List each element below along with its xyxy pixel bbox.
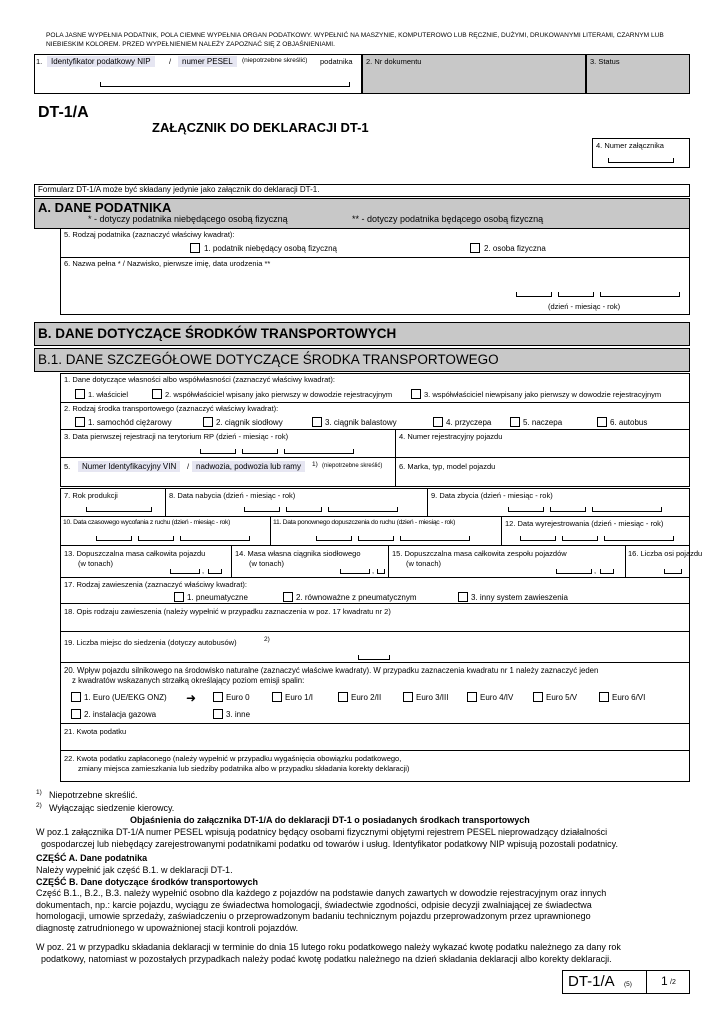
d-day [520, 536, 556, 541]
b-field-21-label: 21. Kwota podatku [64, 727, 127, 736]
field-1-label: 1. [36, 57, 43, 66]
b-field-20-label-a: 20. Wpływ pojazdu silnikowego na środowisko naturalne (zaznaczyć właściwe kwadraty). W przypadku zaznaczenia kwadratu nr 1 należy zaznaczyć jeden [64, 666, 599, 675]
taxpayer-type-checkbox-1[interactable] [190, 243, 200, 253]
explanation-position-21: W poz. 21 w przypadku składania deklaracji w terminie do dnia 15 lutego roku podatkowego należy wykazać kwotę podatku należnego za dany rok podatkowy, natomiast w pozostałych przypadkach należy podać kwotę podatku należnego na dzień składania deklaracji albo korekty deklaracji. [36, 942, 621, 964]
explanation-position-1: W poz.1 załącznika DT-1/A numer PESEL wpisują podatnicy będący osobami fizycznymi objętymi rejestrem PESEL nieprowadzący działalności gospodarczej lub niebędący zarejestrowanymi podatnikami podatku od towarów i usług. Identyfikator podatkowy NIP wpisują pozostali podatnicy. [36, 827, 619, 849]
vehicle-type-label-2: 2. ciągnik siodłowy [216, 418, 283, 427]
r-month [358, 536, 394, 541]
first-reg-year [284, 449, 354, 454]
w-year [180, 536, 250, 541]
b-field-16-label: 16. Liczba osi pojazdu [628, 549, 703, 558]
mass14-int [340, 569, 370, 574]
b-field-13-label: 13. Dopuszczalna masa całkowita pojazdu [64, 549, 206, 558]
part-a-text: Należy wypełnić jak część B.1. w deklaracji DT-1. [36, 865, 233, 875]
vehicle-type-label-1: 1. samochód ciężarowy [88, 418, 172, 427]
emission-checkbox-1[interactable] [71, 692, 81, 702]
nip-pesel-slash: / [169, 57, 172, 66]
euro-5-checkbox[interactable] [533, 692, 543, 702]
footnote-1: Niepotrzebne skreślić. [49, 790, 138, 800]
w-month [138, 536, 174, 541]
disp-month [550, 507, 586, 512]
birth-year [600, 292, 680, 297]
star-note-2: ** - dotyczy podatnika będącego osobą fizyczną [352, 214, 544, 224]
field-5-label: 5. Rodzaj podatnika (zaznaczyć właściwy kwadrat): [64, 230, 235, 239]
euro-0-checkbox[interactable] [213, 692, 223, 702]
suspension-checkbox-1[interactable] [174, 592, 184, 602]
footer-page-number: 1 [661, 974, 668, 988]
section-b1-title: B.1. DANE SZCZEGÓŁOWE DOTYCZĄCE ŚRODKA TRANSPORTOWEGO [38, 352, 499, 367]
euro-4-checkbox[interactable] [467, 692, 477, 702]
star-note-1: * - dotyczy podatnika niebędącego osobą fizyczną [88, 214, 288, 224]
footer-divider [646, 970, 647, 994]
vehicle-type-label-3: 3. ciągnik balastowy [325, 418, 397, 427]
strike-note: (niepotrzebne skreślić) [242, 57, 308, 64]
euro-2-checkbox[interactable] [338, 692, 348, 702]
euro-4-label: Euro 4/IV [480, 693, 514, 702]
b-field-2-label: 2. Rodzaj środka transportowego (zaznaczyć właściwy kwadrat): [64, 404, 279, 413]
footnote-2: Wyłączając siedzenie kierowcy. [49, 803, 175, 813]
vehicle-type-label-6: 6. autobus [610, 418, 648, 427]
vehicle-type-label-5: 5. naczepa [523, 418, 563, 427]
ownership-label-3: 3. współwłaściciel niewpisany jako pierwszy w dowodzie rejestracyjnym [424, 390, 662, 399]
vin-option[interactable]: Numer Identyfikacyjny VIN [78, 461, 180, 472]
euro-6-label: Euro 6/VI [612, 693, 646, 702]
ownership-checkbox-3[interactable] [411, 389, 421, 399]
suspension-label-1: 1. pneumatyczne [187, 593, 248, 602]
field-4-label: 4. Numer załącznika [596, 141, 664, 150]
acq-year [328, 507, 398, 512]
b-field-21-tax-amount[interactable] [60, 723, 690, 751]
euro-1-checkbox[interactable] [272, 692, 282, 702]
emission-label-2: 2. instalacja gazowa [84, 710, 157, 719]
b-field-17-label: 17. Rodzaj zawieszenia (zaznaczyć właściwy kwadrat): [64, 580, 247, 589]
attachment-digits [608, 158, 674, 163]
taxpayer-type-checkbox-2[interactable] [470, 243, 480, 253]
mass13-comma: , [202, 566, 205, 575]
field-3-label: 3. Status [590, 57, 620, 66]
chassis-option[interactable]: nadwozia, podwozia lub ramy [192, 461, 305, 472]
mass13-dec [208, 569, 222, 574]
euro-5-label: Euro 5/V [546, 693, 578, 702]
euro-6-checkbox[interactable] [599, 692, 609, 702]
taxpayer-type-label-1: 1. podatnik niebędący osobą fizyczną [204, 244, 337, 253]
vin-footnote-ref: 1) [312, 461, 318, 468]
b-field-13-unit: (w tonach) [78, 559, 114, 568]
r-day [316, 536, 352, 541]
d-year [604, 536, 674, 541]
axles-digits [664, 569, 682, 574]
mass15-int [556, 569, 592, 574]
b-field-22-label-a: 22. Kwota podatku zapłaconego (należy wypełnić w przypadku wygaśnięcia obowiązku podatkowego, [64, 754, 402, 763]
ownership-label-2: 2. współwłaściciel wpisany jako pierwszy w dowodzie rejestracyjnym [165, 390, 393, 399]
mass13-int [170, 569, 200, 574]
b-field-14-unit: (w tonach) [249, 559, 285, 568]
b-field-22-label-b: zmiany miejsca zamieszkania lub siedziby podatnika albo w przypadku składania korekty deklaracji) [78, 764, 410, 773]
b-field-15-label: 15. Dopuszczalna masa całkowita zespołu pojazdów [392, 549, 567, 558]
form-title: ZAŁĄCZNIK DO DEKLARACJI DT-1 [152, 120, 369, 135]
vin-strike-note: (niepotrzebne skreślić) [322, 463, 383, 469]
vehicle-type-checkbox-2[interactable] [203, 417, 213, 427]
suspension-label-3: 3. inny system zawieszenia [471, 593, 568, 602]
b-field-12-label: 12. Data wyrejestrowania (dzień - miesiąc - rok) [505, 519, 664, 528]
b-field-1-label: 1. Dane dotyczące własności albo współwłasności (zaznaczyć właściwy kwadrat): [64, 375, 335, 384]
disp-year [592, 507, 662, 512]
footnote-1-ref: 1) [36, 789, 42, 796]
euro-3-checkbox[interactable] [403, 692, 413, 702]
explanations-heading: Objaśnienia do załącznika DT-1/A do deklaracji DT-1 o posiadanych środkach transportowych [130, 815, 530, 825]
mass14-dec [377, 569, 385, 574]
b-field-9-label: 9. Data zbycia (dzień - miesiąc - rok) [431, 491, 553, 500]
taxpayer-type-label-2: 2. osoba fizyczna [484, 244, 546, 253]
production-year-digits [86, 507, 152, 512]
euro-2-label: Euro 2/II [351, 693, 382, 702]
vehicle-type-checkbox-3[interactable] [312, 417, 322, 427]
first-reg-month [242, 449, 278, 454]
date-format-hint: (dzień - miesiąc - rok) [548, 302, 621, 311]
birth-month [558, 292, 594, 297]
part-b-text: Część B.1., B.2., B.3. należy wypełnić osobno dla każdego z pojazdów na podstawie danych zawartych w dowodzie rejestracyjnym oraz innych dokumentach, np.: karcie pojazdu, wyciągu ze świadectwa homologacji, świadectwie zgodności, odpisie decyzji zwalniającej ze świadectwa homologacji, umowie sprzedaży, zaświadczeniu o przeprowadzonym badaniu technicznym pojazdu przeprowadzonym przez uprawnionego diagnostę zatrudnionego w upoważnionej stacji kontroli pojazdów. [36, 888, 607, 933]
mass15-comma: , [594, 566, 597, 575]
part-a-heading: CZĘŚĆ A. Dane podatnika [36, 853, 148, 863]
emission-checkbox-2[interactable] [71, 709, 81, 719]
arrow-right-icon: ➜ [186, 691, 197, 705]
b-field-20-label-b: z kwadratów wskazanych strzałką określający poziom emisji spalin: [72, 676, 305, 685]
vin-slash: / [187, 462, 190, 471]
vehicle-type-checkbox-5[interactable] [510, 417, 520, 427]
r-year [400, 536, 470, 541]
suspension-checkbox-2[interactable] [283, 592, 293, 602]
w-day [96, 536, 132, 541]
acq-day [244, 507, 280, 512]
pesel-option[interactable]: numer PESEL [178, 56, 237, 67]
b-field-11-label: 11. Data ponownego dopuszczenia do ruchu (dzień - miesiąc - rok) [273, 519, 456, 526]
euro-0-label: Euro 0 [226, 693, 250, 702]
form-code: DT-1/A [38, 104, 89, 121]
vehicle-type-label-4: 4. przyczepa [446, 418, 492, 427]
b-field-6-label: 6. Marka, typ, model pojazdu [399, 462, 496, 471]
footer-form-code: DT-1/A [568, 973, 615, 990]
b-field-10-label: 10. Data czasowego wycofania z ruchu (dzień - miesiąc - rok) [63, 519, 231, 526]
b-field-19-label: 19. Liczba miejsc do siedzenia (dotyczy autobusów) [64, 638, 237, 647]
emission-label-1: 1. Euro (UE/EKG ONZ) [84, 693, 167, 702]
footer-version: (5) [624, 981, 632, 988]
b-field-14-label: 14. Masa własna ciągnika siodłowego [235, 549, 361, 558]
seats-footnote-ref: 2) [264, 636, 270, 643]
b-field-8-label: 8. Data nabycia (dzień - miesiąc - rok) [169, 491, 296, 500]
emission-label-3: 3. inne [226, 710, 251, 719]
b-field-7-label: 7. Rok produkcji [64, 491, 118, 500]
section-b-title: B. DANE DOTYCZĄCE ŚRODKÓW TRANSPORTOWYCH [38, 326, 397, 341]
birth-day [516, 292, 552, 297]
field-2-label: 2. Nr dokumentu [366, 57, 422, 66]
ownership-checkbox-2[interactable] [152, 389, 162, 399]
euro-3-label: Euro 3/III [416, 693, 449, 702]
vehicle-type-checkbox-4[interactable] [433, 417, 443, 427]
mass14-comma: , [372, 566, 375, 575]
ownership-checkbox-1[interactable] [75, 389, 85, 399]
identifier-digits [100, 82, 350, 87]
form-note-text: Formularz DT-1/A może być składany jedynie jako załącznik do deklaracji DT-1. [38, 185, 320, 194]
taxpayer-word: podatnika [320, 57, 353, 66]
vehicle-type-checkbox-1[interactable] [75, 417, 85, 427]
field-6-label: 6. Nazwa pełna * / Nazwisko, pierwsze imię, data urodzenia ** [64, 259, 271, 268]
b-field-3-label: 3. Data pierwszej rejestracji na terytorium RP (dzień - miesiąc - rok) [64, 432, 289, 441]
vehicle-type-checkbox-6[interactable] [597, 417, 607, 427]
suspension-label-2: 2. równoważne z pneumatycznym [296, 593, 417, 602]
disp-day [508, 507, 544, 512]
b-field-5-label: 5. [64, 462, 71, 471]
b-field-15-unit: (w tonach) [406, 559, 442, 568]
d-month [562, 536, 598, 541]
section-a-title: A. DANE PODATNIKA [38, 200, 172, 215]
footnote-2-ref: 2) [36, 802, 42, 809]
mass15-dec [600, 569, 614, 574]
b-field-18-label: 18. Opis rodzaju zawieszenia (należy wypełnić w przypadku zaznaczenia w poz. 17 kwadratu nr 2) [64, 607, 391, 616]
ownership-label-1: 1. właściciel [88, 390, 129, 399]
nip-option[interactable]: Identyfikator podatkowy NIP [47, 56, 155, 67]
first-reg-day [200, 449, 236, 454]
emission-checkbox-3[interactable] [213, 709, 223, 719]
form-instruction: POLA JASNE WYPEŁNIA PODATNIK, POLA CIEMNE WYPEŁNIA ORGAN PODATKOWY. WYPEŁNIĆ NA MASZYNIE, KOMPUTEROWO LUB RĘCZNIE, DUŻYMI, DRUKOWANYMI LITERAMI, CZARNYM LUB NIEBIESKIM KOLOREM. PRZED WYPEŁNIENIEM NALEŻY ZAPOZNAĆ SIĘ Z OBJAŚNIENIAMI. [46, 32, 664, 48]
suspension-checkbox-3[interactable] [458, 592, 468, 602]
seats-digits [358, 655, 390, 660]
footer-page-total: /2 [670, 979, 676, 986]
euro-1-label: Euro 1/I [285, 693, 314, 702]
acq-month [286, 507, 322, 512]
b-field-4-label: 4. Numer rejestracyjny pojazdu [399, 432, 503, 441]
part-b-heading: CZĘŚĆ B. Dane dotyczące środków transportowych [36, 877, 259, 887]
